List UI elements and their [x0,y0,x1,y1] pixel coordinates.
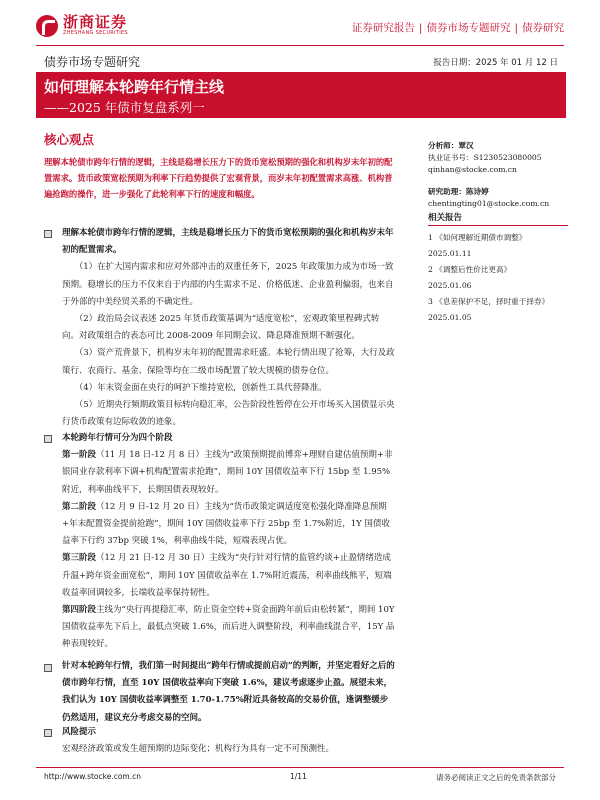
related-reports-title: 相关报告 [428,213,463,223]
report-category-nav: 证券研究报告 | 债券市场专题研究 | 债券研究 [351,22,564,34]
page-subtitle: ——2025 年债市复盘系列一 [44,100,205,115]
related-reports-list [428,230,568,326]
risk-text: 宏观经济政策或发生超预期的边际变化；机构行为具有一定不可预测性。 [62,744,335,755]
header-divider [36,45,564,46]
footer-url[interactable]: http://www.stocke.com.cn [44,772,141,781]
related-report-date: 2025.01.11 [428,249,472,258]
stage-item: 第三阶段（12 月 21 日-12 月 30 日）主线为“央行针对行情的监管约谈+止盈情绪造成升温+跨年资金面宽松”，期间 10Y 国债收益率在 1.7%附近震荡，利率曲线熊平，短端收益率回调较多，长端收益率保持韧性。 [62,553,392,598]
logo-mark-icon [36,15,58,37]
logic-item: （1）在扩大国内需求和应对外部冲击的双重任务下，2025 年政策加力成为市场一致预期。稳增长的压力不仅来自于内部的内生需求不足、价格低迷、企业盈利偏弱，也来自于外部的中美经贸关系的不确定性。 [62,262,394,307]
page-title: 如何理解本轮跨年行情主线 [44,78,225,96]
core-views-title: 核心观点 [44,132,95,147]
cert-number: S1230523080005 [473,153,542,162]
related-report-date: 2025.01.05 [428,313,472,322]
bullet-square-icon [44,729,52,737]
logo-cn: 浙商证券 [63,13,128,31]
related-report-link[interactable]: 1 《如何理解近期债市调整》 [428,233,527,242]
company-logo [36,14,128,37]
stage-item: 第四阶段主线为“央行再提稳汇率，防止资金空转+资金面跨年前后由松转紧”，期间 10Y 国债收益率先下后上，最低点突破 1.6%，而后进入调整阶段，利率曲线混合平，15Y 品种表现较好。 [62,605,395,650]
related-report-link[interactable]: 3 《息差保护不足，择时重于择券》 [428,297,550,306]
logic-item: （5）近期央行频期政策目标转向稳汇率，公告阶段性暂停在公开市场买入国债显示央行货币政策有边际收敛的迹象。 [62,400,395,428]
strategy-text: 针对本轮跨年行情，我们第一时间提出“跨年行情或提前启动”的判断，并坚定看好之后的债市跨年行情，直至 10Y 国债收益率向下突破 1.6%，建议考虑逐步止盈。展望未来，我们认为 10Y 国债收益率调整至 1.70-1.75%附近具备较高的交易价值，逢调整缓步仍然适用，建议充分考虑交易的空间。 [62,661,395,723]
core-summary: 理解本轮债市跨年行情的逻辑，主线是稳增长压力下的货币宽松预期的强化和机构岁末年初的配置需求。货币政策宽松预期为利率下行趋势提供了宏观背景，而岁末年初配置需求高涨、机构普遍抢跑的操作，进一步强化了此轮利率下行的速度和幅度。 [44,157,393,199]
section-title: 债券市场专题研究 [44,55,141,69]
bullet-square-icon [44,664,52,672]
stage-item: 第二阶段（12 月 9 日-12 月 20 日）主线为“货币政策定调适度宽松强化降准降息预期+年末配置资金提前抢跑”，期间 10Y 国债收益率下行 25bp 至 1.7%附近，1Y 国债收益率下行约 37bp 突破 1%，利率曲线牛陡，短端表现占优。 [62,501,390,547]
analyst-name: 覃汉 [458,141,474,150]
related-divider [428,225,568,226]
logic-lead: 理解本轮债市跨年行情的逻辑，主线是稳增长压力下的货币宽松预期的强化和机构岁末年初的配置需求。 [62,228,394,256]
stages-lead: 本轮跨年行情可分为四个阶段 [62,433,173,443]
related-report-date: 2025.01.06 [428,281,472,290]
logo-en: ZHESHANG SECURITIES [63,30,128,36]
nav-item-report: 证券研究报告 [351,22,415,34]
nav-item-bond: 债券研究 [522,22,564,34]
logic-item: （4）年末资金面在央行的呵护下维持宽松，创新性工具代替降准。 [74,382,327,393]
assistant-email[interactable]: chentingting01@stocke.com.cn [428,199,550,208]
logic-section [62,225,396,431]
assistant-name: 陈诗婷 [465,187,489,196]
strategy-section [62,658,396,727]
nav-item-topic: 债券市场专题研究 [426,22,511,34]
title-banner [36,72,566,118]
risk-section [62,724,396,758]
logic-item: （3）资产荒背景下，机构岁末年初的配置需求旺盛。本轮行情出现了抢筹，大行及政策行、农商行、基金、保险等均在二级市场配置了较大规模的债券仓位。 [62,348,395,376]
page-number: 1/11 [290,772,307,781]
analyst-label: 分析师： [428,141,459,150]
main-content [44,130,395,755]
related-report-link[interactable]: 2 《调整后性价比更高》 [428,265,512,274]
risk-title: 风险提示 [62,727,97,737]
bullet-square-icon [44,435,52,443]
analyst-info [428,140,568,210]
footer-disclaimer: 请务必阅读正文之后的免责条款部分 [436,773,556,782]
assistant-label: 研究助理： [428,187,466,196]
logic-item: （2）政治局会议表述 2025 年货币政策基调为“适度宽松”，宏观政策里程碑式转向。对政策组合的表态可比 2008-2009 年同期会议、降息降准预期不断强化。 [62,314,380,342]
cert-label: 执业证书号： [428,153,474,162]
bullet-square-icon [44,230,52,238]
stages-section [62,430,396,654]
analyst-email[interactable]: qinhan@stocke.com.cn [428,165,517,174]
report-date: 报告日期：2025 年 01 月 12 日 [433,58,558,68]
footer-divider [36,767,564,768]
stage-item: 第一阶段（11 月 18 日-12 月 8 日）主线为“政策预期提前博弈+理财自建估值预期+非银同业存款利率下调+机构配置需求抢跑”，期间 10Y 国债收益率下行 15bp 至 1.95%附近，利率曲线平下，长期国债表现较好。 [62,450,393,495]
